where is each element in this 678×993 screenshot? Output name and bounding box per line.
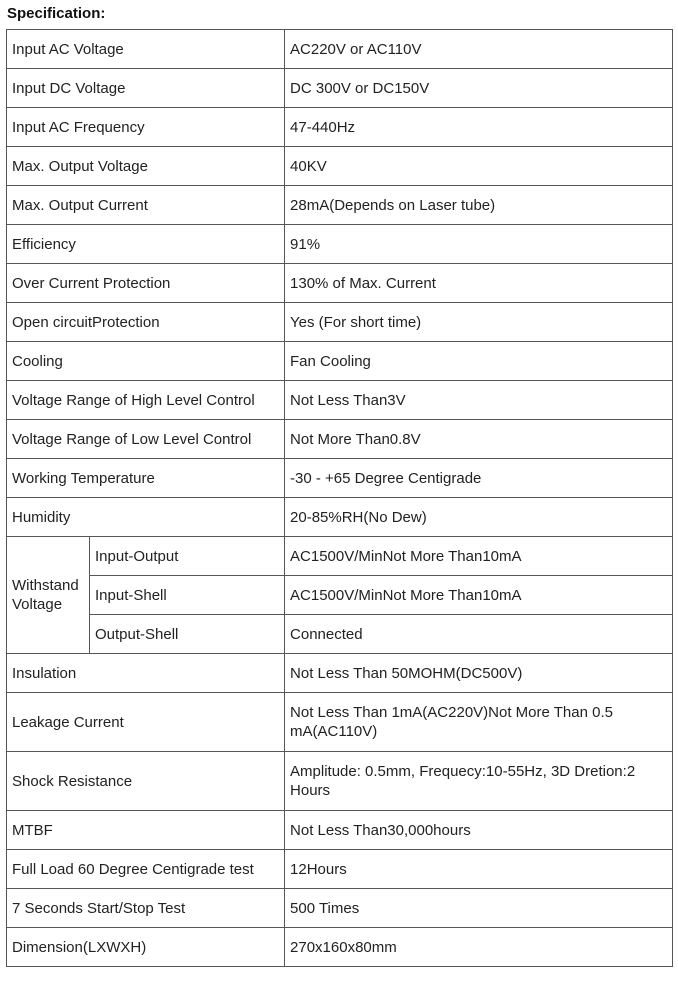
spec-label: Input AC Voltage [7, 30, 285, 69]
spec-heading: Specification: [7, 5, 106, 22]
spec-label: Input DC Voltage [7, 69, 285, 108]
spec-value: -30 - +65 Degree Centigrade [285, 459, 673, 498]
table-row [7, 615, 673, 654]
spec-label: Max. Output Current [7, 186, 285, 225]
spec-sublabel: Input-Shell [90, 576, 285, 615]
table-row [7, 654, 673, 693]
spec-label: Voltage Range of High Level Control [7, 381, 285, 420]
table-row [7, 459, 673, 498]
spec-value: 270x160x80mm [285, 928, 673, 967]
spec-label: Efficiency [7, 225, 285, 264]
table-row [7, 928, 673, 967]
table-row [7, 811, 673, 850]
spec-sublabel: Output-Shell [90, 615, 285, 654]
spec-value: AC1500V/MinNot More Than10mA [285, 576, 673, 615]
spec-value: 28mA(Depends on Laser tube) [285, 186, 673, 225]
table-row [7, 850, 673, 889]
table-row [7, 108, 673, 147]
spec-value: 40KV [285, 147, 673, 186]
spec-value: 91% [285, 225, 673, 264]
spec-label: Over Current Protection [7, 264, 285, 303]
spec-label: Insulation [7, 654, 285, 693]
spec-value: 20-85%RH(No Dew) [285, 498, 673, 537]
spec-label: 7 Seconds Start/Stop Test [7, 889, 285, 928]
spec-table [6, 29, 673, 967]
spec-label: Open circuitProtection [7, 303, 285, 342]
table-row [7, 576, 673, 615]
table-row [7, 303, 673, 342]
table-row [7, 225, 673, 264]
table-row [7, 186, 673, 225]
spec-value: Not More Than0.8V [285, 420, 673, 459]
spec-value: 130% of Max. Current [285, 264, 673, 303]
spec-label: Working Temperature [7, 459, 285, 498]
spec-value: Connected [285, 615, 673, 654]
table-row [7, 420, 673, 459]
table-row [7, 69, 673, 108]
spec-label: Dimension(LXWXH) [7, 928, 285, 967]
table-row [7, 498, 673, 537]
spec-value: DC 300V or DC150V [285, 69, 673, 108]
spec-label: Leakage Current [7, 693, 285, 752]
table-row [7, 147, 673, 186]
spec-value: Not Less Than3V [285, 381, 673, 420]
spec-label: Max. Output Voltage [7, 147, 285, 186]
table-row [7, 752, 673, 811]
withstand-voltage-label: Withstand Voltage [7, 537, 90, 654]
spec-value: Yes (For short time) [285, 303, 673, 342]
table-row [7, 30, 673, 69]
spec-label: Voltage Range of Low Level Control [7, 420, 285, 459]
spec-value: 500 Times [285, 889, 673, 928]
table-row [7, 381, 673, 420]
spec-label: Humidity [7, 498, 285, 537]
spec-value: AC220V or AC110V [285, 30, 673, 69]
spec-label: Shock Resistance [7, 752, 285, 811]
table-row [7, 264, 673, 303]
table-row [7, 342, 673, 381]
spec-value: Fan Cooling [285, 342, 673, 381]
spec-label: Full Load 60 Degree Centigrade test [7, 850, 285, 889]
spec-value: Not Less Than30,000hours [285, 811, 673, 850]
spec-label: Input AC Frequency [7, 108, 285, 147]
spec-sublabel: Input-Output [90, 537, 285, 576]
spec-value: 47-440Hz [285, 108, 673, 147]
spec-label: Cooling [7, 342, 285, 381]
table-row [7, 537, 673, 576]
spec-value: Amplitude: 0.5mm, Frequecy:10-55Hz, 3D Dretion:2 Hours [285, 752, 673, 811]
spec-value: Not Less Than 1mA(AC220V)Not More Than 0.5 mA(AC110V) [285, 693, 673, 752]
spec-value: AC1500V/MinNot More Than10mA [285, 537, 673, 576]
spec-value: 12Hours [285, 850, 673, 889]
spec-label: MTBF [7, 811, 285, 850]
table-row [7, 889, 673, 928]
table-row [7, 693, 673, 752]
spec-value: Not Less Than 50MOHM(DC500V) [285, 654, 673, 693]
